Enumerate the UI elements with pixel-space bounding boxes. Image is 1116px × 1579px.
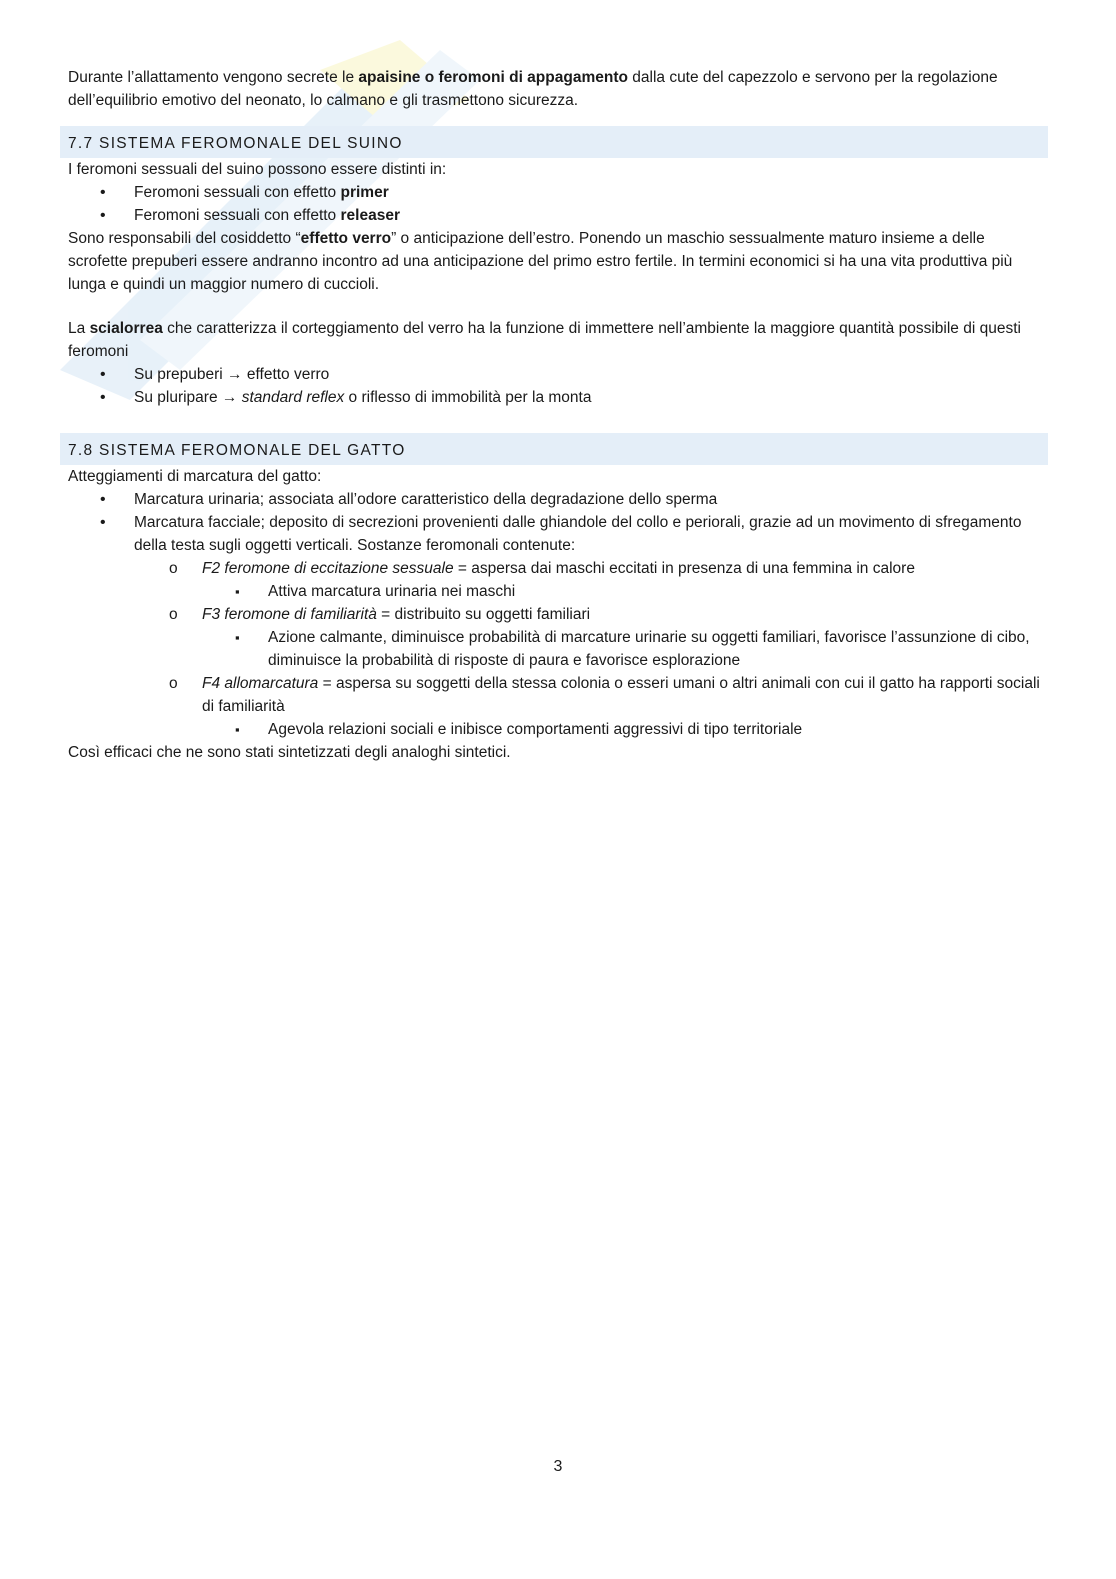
closing-paragraph: Così efficaci che ne sono stati sintetizzati degli analoghi sintetici. xyxy=(68,744,511,761)
section-intro: Atteggiamenti di marcatura del gatto: xyxy=(68,468,322,485)
detail-item: ▪ Attiva marcatura urinaria nei maschi xyxy=(68,580,1048,603)
body-paragraph: La scialorrea che caratterizza il corteggiamento del verro ha la funzione di immettere nell’ambiente la maggiore quantità possibile di questi feromoni xyxy=(68,320,1021,360)
list-item: • Su pluripare → standard reflex o riflesso di immobilità per la monta xyxy=(68,386,1048,409)
sub-list xyxy=(68,672,1048,718)
bullet-list xyxy=(68,363,1048,409)
highlight-term: apaisine o feromoni di appagamento xyxy=(358,69,628,86)
bullet-list xyxy=(68,181,1048,227)
list-item: • Marcatura facciale; deposito di secrezioni provenienti dalle ghiandole del collo e periorali, grazie ad un movimento di sfregamento della testa sugli oggetti verticali. Sostanze feromonali contenute: xyxy=(68,511,1048,557)
sub-list xyxy=(68,603,1048,626)
body-paragraph: Sono responsabili del cosiddetto “effetto verro” o anticipazione dell’estro. Ponendo un maschio sessualmente maturo insieme a delle scrofette prepuberi essere andranno incontro ad una anticipazione del primo estro fertile. In termini economici si ha una vita produttiva più lunga e quindi un maggior numero di cuccioli. xyxy=(68,230,1013,293)
sub-list-item: o F3 feromone di familiarità = distribuito su oggetti familiari xyxy=(68,603,1048,626)
sub-list-item: o F2 feromone di eccitazione sessuale = aspersa dai maschi eccitati in presenza di una femmina in calore xyxy=(68,557,1048,580)
sub-list-item: o F4 allomarcatura = aspersa su soggetti della stessa colonia o esseri umani o altri animali con cui il gatto ha rapporti sociali di familiarità xyxy=(68,672,1048,718)
document-body xyxy=(68,66,1048,764)
detail-list xyxy=(68,626,1048,672)
list-item: • Feromoni sessuali con effetto releaser xyxy=(68,204,1048,227)
detail-list xyxy=(68,580,1048,603)
section-heading-suino: 7.7 SISTEMA FEROMONALE DEL SUINO xyxy=(60,126,1048,158)
page-number: 3 xyxy=(553,1458,563,1475)
sub-list xyxy=(68,557,1048,580)
section-heading-gatto: 7.8 SISTEMA FEROMONALE DEL GATTO xyxy=(60,433,1048,465)
list-item: • Su prepuberi → effetto verro xyxy=(68,363,1048,386)
list-item: • Marcatura urinaria; associata all’odore caratteristico della degradazione dello sperma xyxy=(68,488,1048,511)
section-intro: I feromoni sessuali del suino possono essere distinti in: xyxy=(68,161,447,178)
detail-item: ▪ Agevola relazioni sociali e inibisce comportamenti aggressivi di tipo territoriale xyxy=(68,718,1048,741)
bullet-list xyxy=(68,488,1048,557)
detail-item: ▪ Azione calmante, diminuisce probabilità di marcature urinarie su oggetti familiari, favorisce l’assunzione di cibo, diminuisce la probabilità di risposte di paura e favorisce esplorazione xyxy=(68,626,1048,672)
list-item: • Feromoni sessuali con effetto primer xyxy=(68,181,1048,204)
intro-paragraph: Durante l’allattamento vengono secrete le apaisine o feromoni di appagamento dalla cute del capezzolo e servono per la regolazione dell’equilibrio emotivo del neonato, lo calmano e gli trasmettono sicurezza. xyxy=(68,69,998,109)
detail-list xyxy=(68,718,1048,741)
